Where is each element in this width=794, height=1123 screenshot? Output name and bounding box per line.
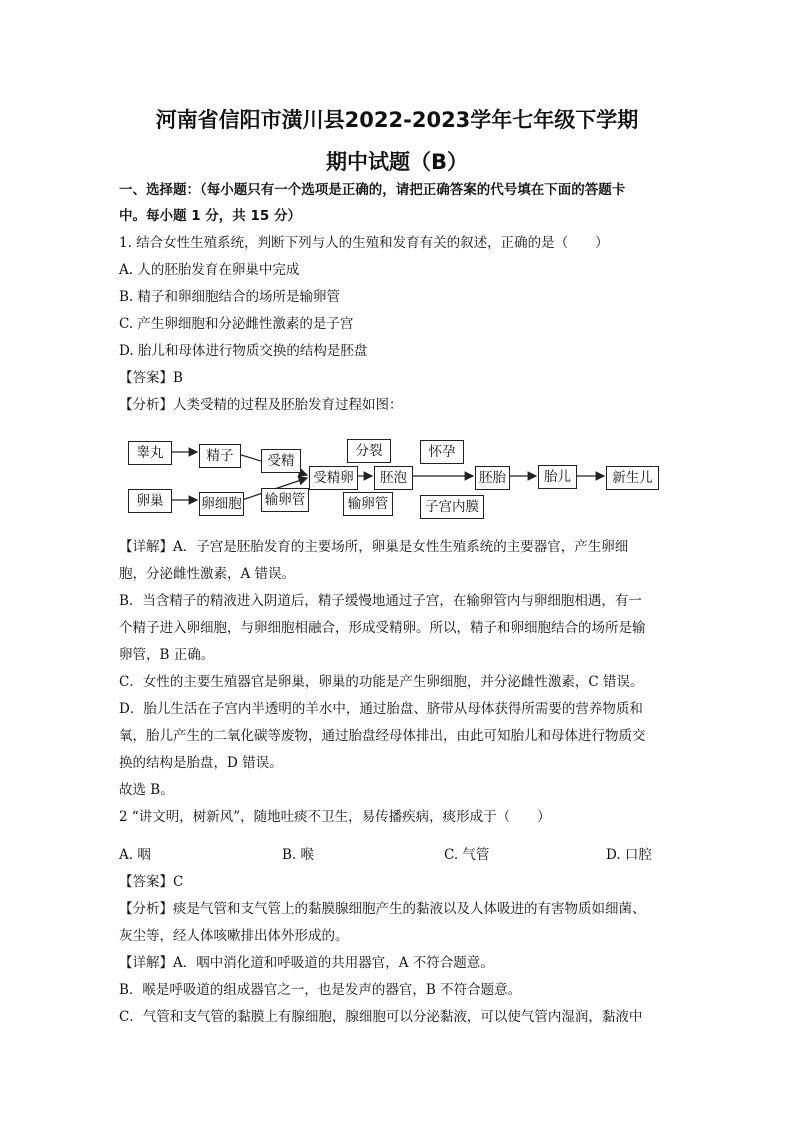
q2-analysis-line: 灰尘等，经人体咳嗽排出体外形成的。 [119,928,349,944]
q1-option-d: D. 胎儿和母体进行物质交换的结构是胚盘 [119,343,368,359]
q1-stem: 1. 结合女性生殖系统，判断下列与人的生殖和发育有关的叙述，正确的是（ ） [119,235,609,251]
box-pregnancy: 怀孕 [420,440,464,464]
q1-detail-line: C．女性的主要生殖器官是卵巢，卵巢的功能是产生卵细胞，并分泌雌性激素，C 错误。 [119,674,644,690]
q1-answer: 【答案】B [119,370,183,386]
fertilization-flow-diagram [124,432,664,522]
document-title-line-2: 期中试题（B） [325,150,468,174]
q2-option-d: D. 口腔 [606,847,652,863]
q2-detail-line: B．喉是呼吸道的组成器官之一，也是发声的器官，B 不符合题意。 [119,982,522,998]
box-fetus: 胎儿 [538,465,577,489]
q1-detail-line: 胞，分泌雌性激素，A 错误。 [119,566,296,582]
box-ovary: 卵巢 [128,489,172,513]
q2-answer: 【答案】C [119,874,184,890]
q1-detail-line: B．当含精子的精液进入阴道后，精子缓慢地通过子宫，在输卵管内与卵细胞相遇，有一 [119,593,642,609]
q1-detail-line: 氧，胎儿产生的二氧化碳等废物，通过胎盘经母体排出，由此可知胎儿和母体进行物质交 [119,728,646,744]
document-title-line-1: 河南省信阳市潢川县2022-2023学年七年级下学期 [155,108,639,132]
q2-option-a: A. 咽 [119,847,151,863]
q1-analysis: 【分析】人类受精的过程及胚胎发育过程如图： [119,397,403,413]
box-oviduct-2: 输卵管 [343,492,393,516]
box-newborn: 新生儿 [606,466,659,490]
q2-stem: 2 “讲文明，树新风”，随地吐痰不卫生，易传播疾病，痰形成于（ ） [119,809,551,825]
box-zygote: 受精卵 [309,466,358,490]
q1-option-b: B. 精子和卵细胞结合的场所是输卵管 [119,289,341,305]
box-blastocyst: 胚泡 [374,466,413,490]
section-heading-line-2: 中。每小题 1 分，共 15 分） [119,208,301,224]
box-egg-cell: 卵细胞 [199,492,244,516]
q1-detail-line: 换的结构是胎盘，D 错误。 [119,755,283,771]
q2-option-c: C. 气管 [444,847,490,863]
q1-detail-line: 卵管，B 正确。 [119,647,215,663]
q2-analysis-line: 【分析】痰是气管和支气管上的黏膜腺细胞产生的黏液以及人体吸进的有害物质如细菌、 [119,901,646,917]
box-endometrium: 子宫内膜 [420,495,484,519]
q1-detail-line: D．胎儿生活在子宫内半透明的羊水中，通过胎盘、脐带从母体获得所需要的营养物质和 [119,701,643,717]
q2-option-b: B. 喉 [282,847,315,863]
box-division: 分裂 [347,439,391,463]
box-testis: 睾丸 [128,441,172,465]
q2-options [119,845,679,865]
box-oviduct-1: 输卵管 [261,488,309,512]
q1-detail-line: 个精子进入卵细胞，与卵细胞相融合，形成受精卵。所以，精子和卵细胞结合的场所是输 [119,620,646,636]
section-heading-line-1: 一、选择题：（每小题只有一个选项是正确的，请把正确答案的代号填在下面的答题卡 [119,182,626,198]
q1-detail-line: 【详解】A．子宫是胚胎发育的主要场所，卵巢是女性生殖系统的主要器官，产生卵细 [119,539,629,555]
q2-detail-line: 【详解】A．咽中消化道和呼吸道的共用器官，A 不符合题意。 [119,955,494,971]
box-sperm: 精子 [199,444,241,468]
q1-conclusion: 故选 B。 [119,782,174,798]
box-embryo: 胚胎 [475,466,510,490]
q1-option-c: C. 产生卵细胞和分泌雌性激素的是子宫 [119,316,354,332]
box-fertilization: 受精 [261,449,301,473]
q2-detail-line: C．气管和支气管的黏膜上有腺细胞，腺细胞可以分泌黏液，可以使气管内湿润，黏液中 [119,1009,643,1025]
q1-option-a: A. 人的胚胎发育在卵巢中完成 [119,262,300,278]
